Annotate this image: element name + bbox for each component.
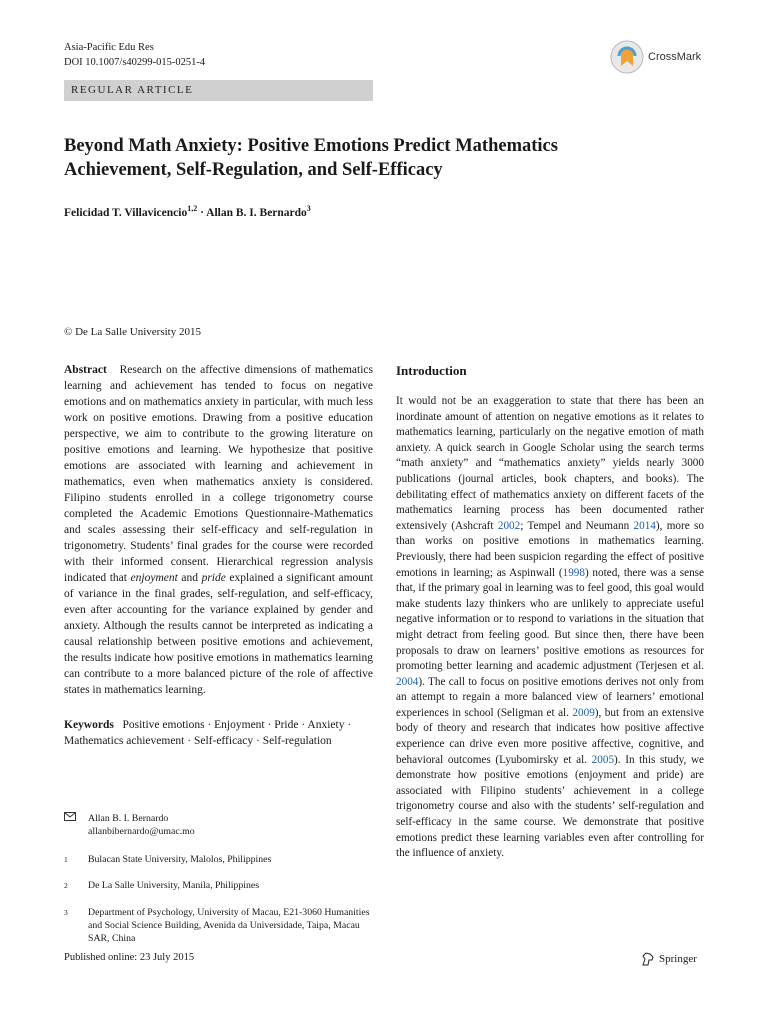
body-text: ) noted, there was a sense that, if the primary goal in learning was to feel good, this goal would make students lazy thinkers who are unlikely to appreciate useful negative information or to respond to variations in the situation that might detract from feeling good. But since then, there have been proposals to draw on learners’ positive emotions as resources for promoting better learning and academic adjustment (Terjesen et al. — [396, 566, 704, 673]
body-text: ; Tempel and Neumann — [520, 519, 634, 532]
correspondence-email[interactable]: allanbibernardo@umac.mo — [88, 826, 195, 837]
publisher-logo — [640, 951, 697, 967]
keywords — [64, 717, 373, 749]
title-line-1: Beyond Math Anxiety: Positive Emotions Predict Mathematics — [64, 136, 558, 156]
abstract-text: Research on the affective dimensions of mathematics learning and achievement has tended to focus on negative emotions and on mathematics anxiety in particular, with much less work on positive emotions. Drawing from a positive education perspective, we aim to contribute to the growing literature on positive emotions and learning. We hypothesize that positive emotions are associated with learning and achievement in mathematics, even when mathematics anxiety is considered. Filipino students enrolled in a college trigonometry course completed the Academic Emotions Questionnaire-Mathematics and scales assessing their self-efficacy and self-regulation in trigonometry. Students’ final grades for the course were recorded with their informed consent. Hierarchical regression analysis indicated that — [64, 364, 374, 584]
doi-link[interactable]: DOI 10.1007/s40299-015-0251-4 — [64, 57, 206, 68]
left-column — [64, 362, 373, 749]
journal-info — [64, 40, 205, 70]
copyright-notice: © De La Salle University 2015 — [64, 326, 201, 338]
title-line-2: Achievement, Self-Regulation, and Self-Efficacy — [64, 160, 443, 180]
crossmark-badge[interactable] — [610, 40, 701, 74]
keywords-label: Keywords — [64, 719, 114, 731]
abstract-emphasis: pride — [201, 572, 226, 584]
introduction-paragraph — [396, 394, 704, 862]
citation-link[interactable]: 2004 — [396, 675, 419, 688]
citation-link[interactable]: 1998 — [562, 566, 585, 579]
abstract-text: explained a significant amount of variance in the final grades, self-regulation, and self-efficacy, even after accounting for the variance explained by gender and anxiety. Although the results cannot be interpreted as indicating a causal relationship between positive emotions and achievement, the results indicate how positive emotions in mathematics learning can contribute to a more balanced picture of the role of affective states in mathematics learning. — [64, 572, 373, 696]
corresponding-author — [64, 812, 373, 838]
affiliation-marker: 3 — [306, 204, 311, 213]
author-name[interactable]: Allan B. I. Bernardo — [206, 206, 307, 219]
body-text: ), but from an extensive body of theory and research that indicates how positive affective experience can drive even more positive affective, cognitive, and behavioral outcomes (Lyubomirsky et al. — [396, 706, 704, 766]
crossmark-label: CrossMark — [648, 51, 702, 63]
affiliation-marker: 1,2 — [187, 204, 198, 213]
publisher-name: Springer — [659, 953, 697, 965]
affiliation-item — [64, 906, 373, 945]
citation-link[interactable]: 2014 — [633, 519, 656, 532]
springer-horse-icon — [640, 951, 656, 967]
keywords-text: Positive emotions · Enjoyment · Pride · Anxiety · Mathematics achievement · Self-efficacy · Self-regulation — [64, 719, 352, 747]
abstract-emphasis: enjoyment — [130, 572, 178, 584]
affiliation-text: Bulacan State University, Malolos, Philippines — [88, 854, 272, 865]
affiliation-text: De La Salle University, Manila, Philippines — [88, 880, 260, 892]
envelope-icon — [64, 812, 88, 838]
affiliation-item — [64, 853, 373, 870]
abstract-label: Abstract — [64, 364, 107, 376]
author-separator: · — [197, 206, 207, 219]
citation-link[interactable]: 2005 — [591, 753, 615, 766]
crossmark-icon — [610, 40, 644, 74]
correspondence-block — [64, 812, 373, 954]
affiliation-item — [64, 879, 373, 896]
body-text: It would not be an exaggeration to state that there has been an inordinate amount of attention on negative emotions as it relates to mathematics learning, particularly on the negative emotion of math anxiety. A quick search in Google Scholar using the search terms “math anxiety” and “mathematics anxiety” yields nearly 3000 publications (journal articles, book chapters, and books). The debilitating effect of mathematics anxiety on different facets of the mathematics learning process has been documented rather extensively (Ashcraft — [396, 395, 704, 532]
journal-name: Asia-Pacific Edu Res — [64, 42, 154, 53]
affiliation-number: 2 — [64, 881, 68, 891]
affiliation-number: 1 — [64, 855, 68, 864]
body-text: ). The call to focus on positive emotions derives not only from an attempt to regain a more balanced view of learners’ emotional experiences in school (Seligman et al. — [396, 675, 704, 719]
correspondence-name: Allan B. I. Bernardo — [88, 813, 169, 824]
article-type-banner: REGULAR ARTICLE — [64, 80, 373, 101]
author-name[interactable]: Felicidad T. Villavicencio — [64, 206, 188, 219]
correspondence-details — [88, 812, 373, 838]
published-date: Published online: 23 July 2015 — [64, 952, 195, 963]
affiliation-number: 3 — [64, 907, 68, 917]
citation-link[interactable]: 2009 — [572, 706, 595, 719]
affiliation-text: Department of Psychology, University of Macau, E21-3060 Humanities and Social Science Building, Avenida da Universidade, Taipa, Macau SAR, China — [88, 906, 370, 944]
right-column — [396, 362, 704, 862]
abstract — [64, 362, 373, 698]
citation-link[interactable]: 2002 — [497, 519, 521, 532]
paper-title — [64, 134, 704, 182]
body-text: ). In this study, we demonstrate how positive emotions (enjoyment and pride) are associated with Filipino students’ achievement in a college trigonometry course and also with the students’ self-regulation and self-efficacy in the same course. We demonstrate that positive emotions predict these learning variables even after controlling for the influence of anxiety. — [396, 753, 704, 860]
section-heading-introduction: Introduction — [396, 363, 467, 378]
abstract-text: and — [177, 572, 202, 584]
body-text: ), more so than works on positive emotions in mathematics learning. Previously, there had been suspicion regarding the effect of positive emotions in learning; as Aspinwall ( — [396, 519, 704, 579]
author-list — [64, 204, 311, 219]
